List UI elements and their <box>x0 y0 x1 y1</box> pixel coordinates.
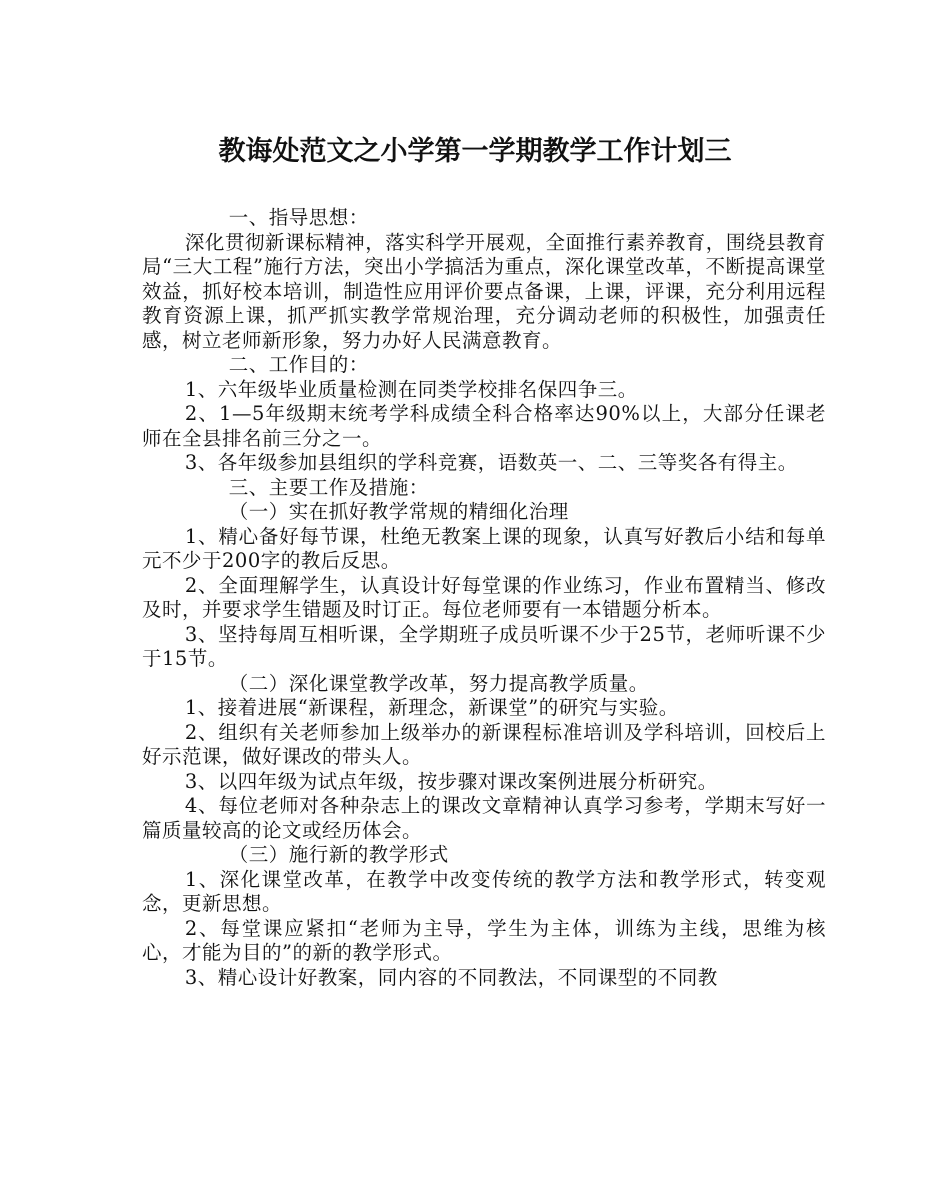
subsection-heading: （二）深化课堂教学改革，努力提高教学质量。 <box>228 671 649 695</box>
body-paragraph: 1、精心备好每节课，杜绝无教案上课的现象，认真写好教后小结和每单元不少于200字的教后反思。 <box>142 524 826 572</box>
document-body <box>142 206 826 990</box>
body-paragraph: 2、每堂课应紧扣“老师为主导，学生为主体，训练为主线，思维为核心，才能为目的”的新的教学形式。 <box>142 916 826 964</box>
body-paragraph: 3、坚持每周互相听课，全学期班子成员听课不少于25节，老师听课不少于15节。 <box>142 622 826 670</box>
body-paragraph: 4、每位老师对各种杂志上的课改文章精神认真学习参考，学期末写好一篇质量较高的论文或经历体会。 <box>142 794 826 842</box>
document-title: 教诲处范文之小学第一学期教学工作计划三 <box>218 136 732 167</box>
subsection-heading: （一）实在抓好教学常规的精细化治理 <box>228 500 569 523</box>
body-paragraph: 2、全面理解学生，认真设计好每堂课的作业练习，作业布置精当、修改及时，并要求学生错题及时订正。每位老师要有一本错题分析本。 <box>142 573 826 621</box>
section-heading: 一、指导思想： <box>228 206 369 229</box>
body-paragraph: 3、精心设计好教案，同内容的不同教法，不同课型的不同教 <box>184 965 718 989</box>
body-paragraph: 2、1—5年级期末统考学科成绩全科合格率达90%以上，大部分任课老师在全县排名前三分之一。 <box>142 402 826 450</box>
section-heading: 二、工作目的： <box>228 353 369 376</box>
body-paragraph: 1、接着进展“新课程，新理念，新课堂”的研究与实验。 <box>184 696 679 719</box>
section-heading: 三、主要工作及措施： <box>228 475 429 499</box>
body-paragraph: 深化贯彻新课标精神，落实科学开展观，全面推行素养教育，围绕县教育局“三大工程”施行方法，突出小学搞活为重点，深化课堂改革，不断提高课堂效益，抓好校本培训，制造性应用评价要点备课，上课，评课，充分利用远程教育资源上课，抓严抓实教学常规治理，充分调动老师的积极性，加强责任感，树立老师新形象，努力办好人民满意教育。 <box>142 230 826 352</box>
body-paragraph: 1、六年级毕业质量检测在同类学校排名保四争三。 <box>184 377 638 401</box>
body-paragraph: 1、深化课堂改革，在教学中改变传统的教学方法和教学形式，转变观念，更新思想。 <box>142 867 826 915</box>
body-paragraph: 2、组织有关老师参加上级举办的新课程标准培训及学科培训，回校后上好示范课，做好课改的带头人。 <box>142 720 826 768</box>
body-paragraph: 3、以四年级为试点年级，按步骤对课改案例进展分析研究。 <box>184 769 718 793</box>
body-paragraph: 3、各年级参加县组织的学科竞赛，语数英一、二、三等奖各有得主。 <box>184 451 798 474</box>
subsection-heading: （三）施行新的教学形式 <box>228 843 449 866</box>
